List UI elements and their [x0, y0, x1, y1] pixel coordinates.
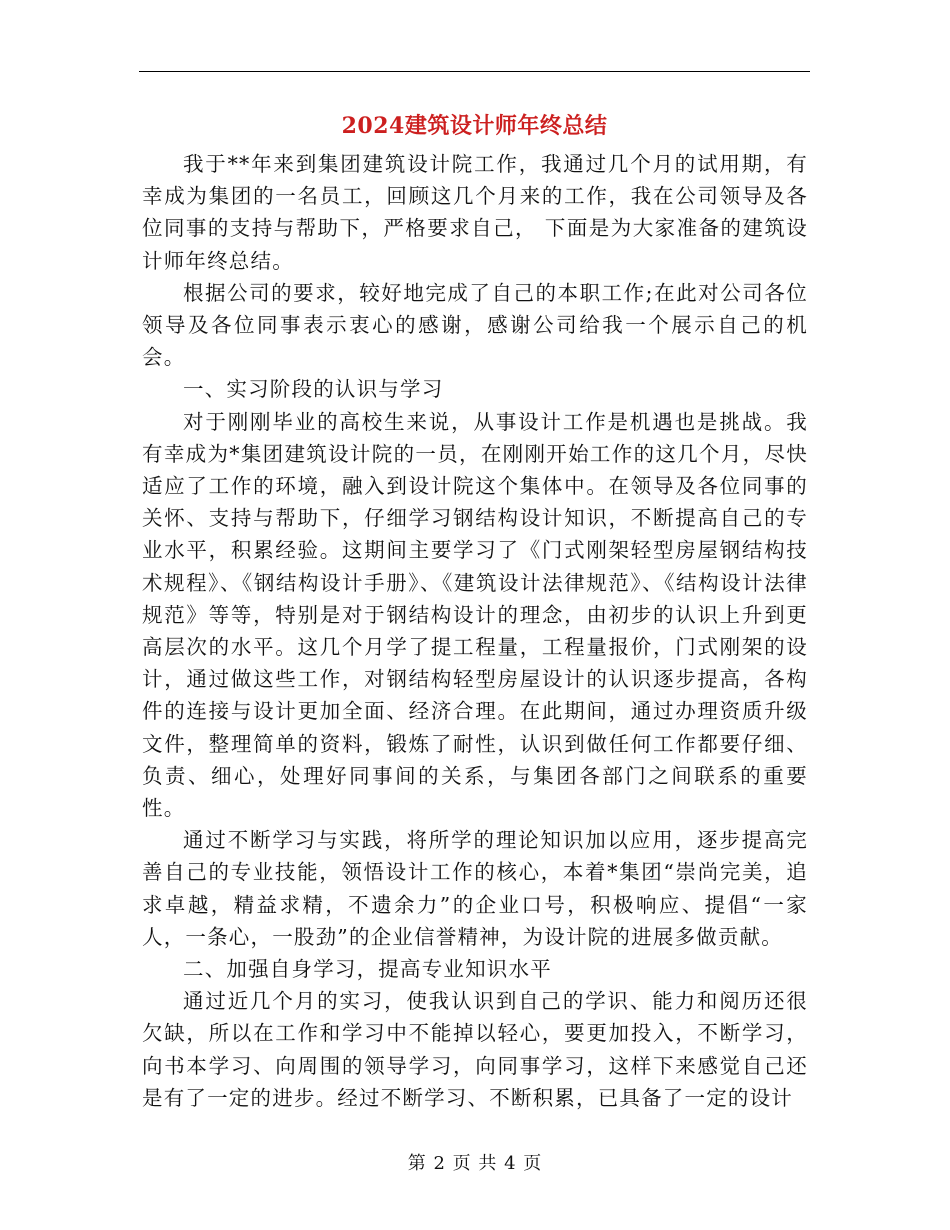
paragraph-thanks: 根据公司的要求，较好地完成了自己的本职工作;在此对公司各位领导及各位同事表示衷心的感谢，感谢公司给我一个展示自己的机会。 — [142, 280, 808, 370]
page-number-footer: 第 2 页 共 4 页 — [407, 1153, 543, 1174]
header-rule — [139, 71, 810, 72]
section-heading-2: 二、加强自身学习，提高专业知识水平 — [183, 957, 552, 982]
section-heading-1: 一、实习阶段的认识与学习 — [183, 377, 444, 402]
paragraph-self-study: 通过近几个月的实习，使我认识到自己的学识、能力和阅历还很欠缺，所以在工作和学习中不能掉以轻心，要更加投入，不断学习，向书本学习、向周围的领导学习，向同事学习，这样下来感觉自己还是有了一定的进步。经过不断学习、不断积累，已具备了一定的设计 — [142, 989, 808, 1110]
document-body — [142, 148, 808, 1114]
paragraph-internship: 对于刚刚毕业的高校生来说，从事设计工作是机遇也是挑战。我有幸成为*集团建筑设计院的一员，在刚刚开始工作的这几个月，尽快适应了工作的环境，融入到设计院这个集体中。在领导及各位同事的关怀、支持与帮助下，仔细学习钢结构设计知识，不断提高自己的专业水平，积累经验。这期间主要学习了《门式刚架轻型房屋钢结构技术规程》、《钢结构设计手册》、《建筑设计法律规范》、《结构设计法律规范》等等，特别是对于钢结构设计的理念，由初步的认识上升到更高层次的水平。这几个月学了提工程量，工程量报价，门式刚架的设计，通过做这些工作，对钢结构轻型房屋设计的认识逐步提高，各构件的连接与设计更加全面、经济合理。在此期间，通过办理资质升级文件，整理简单的资料，锻炼了耐性，认识到做任何工作都要仔细、负责、细心，处理好同事间的关系，与集团各部门之间联系的重要性。 — [142, 409, 808, 821]
paragraph-practice: 通过不断学习与实践，将所学的理论知识加以应用，逐步提高完善自己的专业技能，领悟设计工作的核心，本着*集团“崇尚完美，追求卓越，精益求精，不遗余力”的企业口号，积极响应、提倡“一家人，一条心，一股劲”的企业信誉精神，为设计院的进展多做贡献。 — [142, 828, 808, 949]
document-title: 2024建筑设计师年终总结 — [341, 113, 608, 139]
paragraph-intro: 我于**年来到集团建筑设计院工作，我通过几个月的试用期，有幸成为集团的一名员工，回顾这几个月来的工作，我在公司领导及各位同事的支持与帮助下，严格要求自己， 下面是为大家准备的建筑设计师年终总结。 — [142, 152, 808, 273]
